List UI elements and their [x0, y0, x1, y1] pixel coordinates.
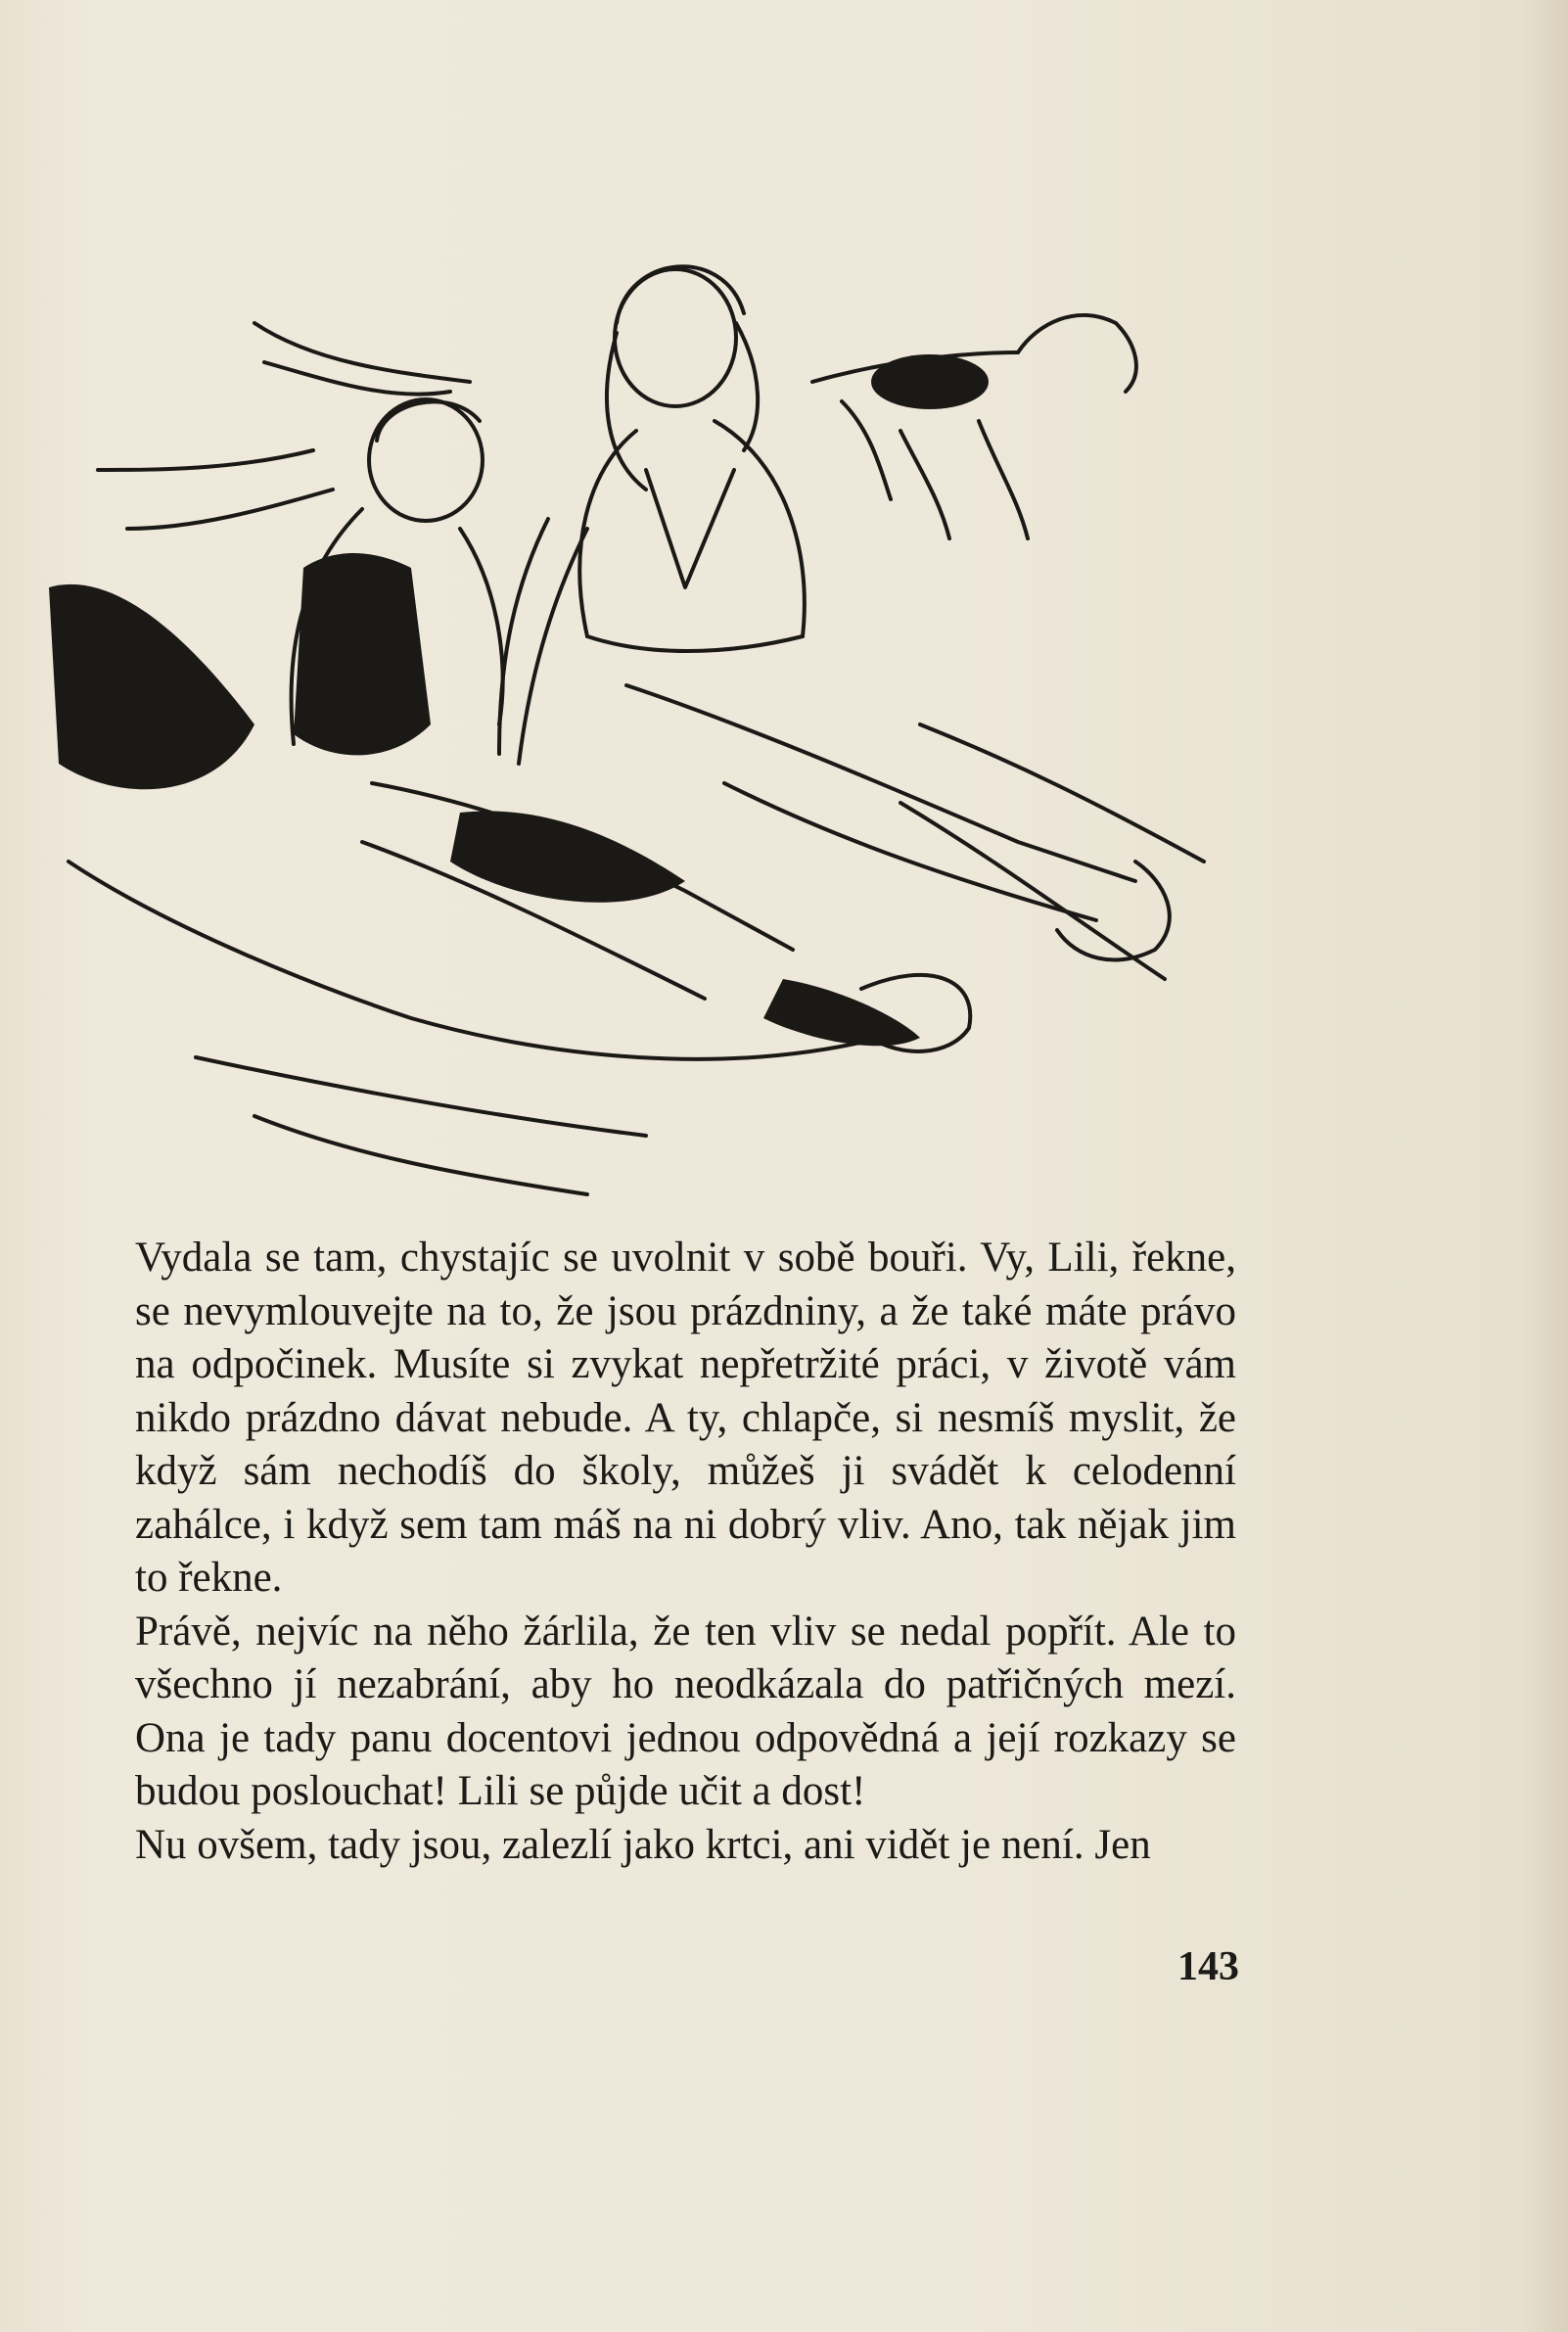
paragraph: Vydala se tam, chystajíc se uvolnit v sobě bouři. Vy, Lili, řekne, se nevymlouvejte na to, že jsou prázdniny, a že také máte právo na odpočinek. Musíte si zvykat nepřetržité práci, v životě vám nikdo prázdno dávat nebude. A ty, chlapče, si nesmíš myslit, že když sám nechodíš do školy, můžeš ji svádět k celodenní zahálce, i když sem tam máš na ni dobrý vliv. Ano, tak nějak jim to řekne.	[135, 1235, 1236, 1601]
paragraph: Právě, nejvíc na něho žárlila, že ten vliv se nedal popřít. Ale to všechno jí nezabrání, aby ho neodkázala do patřičných mezí. Ona je tady panu docentovi jednou odpovědná a její rozkazy se budou poslouchat! Lili se půjde učit a dost!	[135, 1608, 1236, 1814]
body-text	[135, 1232, 1236, 1872]
paragraph: Nu ovšem, tady jsou, zalezlí jako krtci, ani vidět je není. Jen	[135, 1821, 1151, 1868]
illustration-icon	[39, 176, 1312, 1204]
page-number: 143	[1177, 1944, 1239, 1989]
